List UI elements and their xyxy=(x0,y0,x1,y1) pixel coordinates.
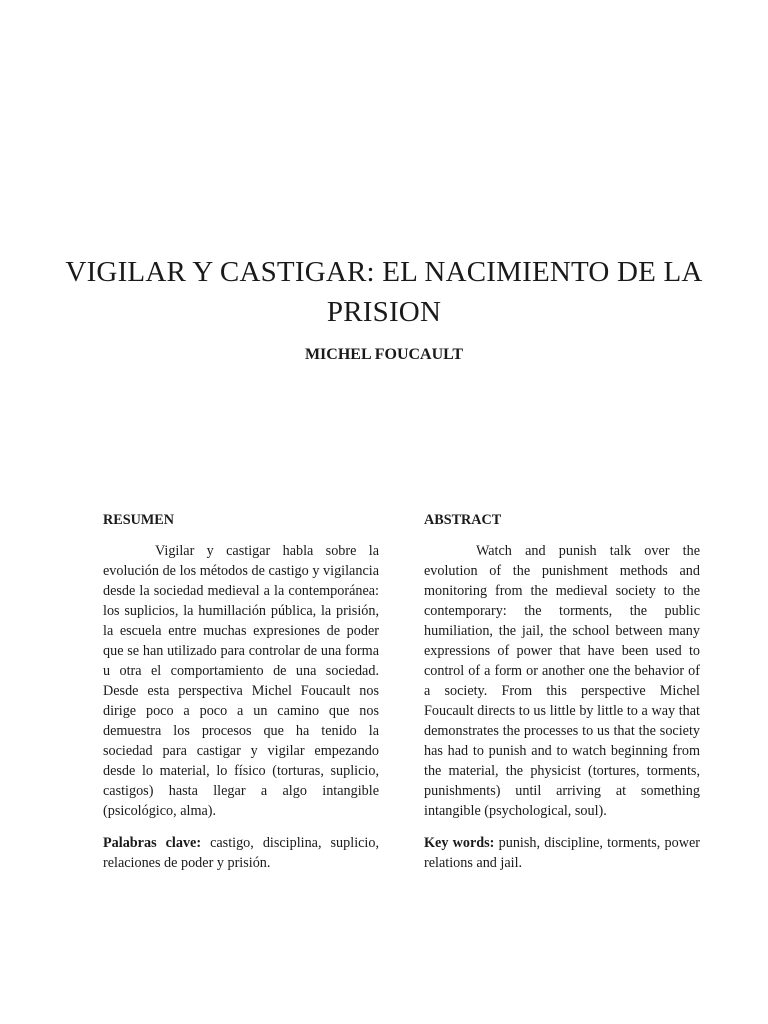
abstract-keywords-text: punish, discipline, torments, power relations and jail. xyxy=(424,835,701,871)
abstract-keywords-label: Key words: xyxy=(424,835,495,851)
resumen-keywords xyxy=(103,833,379,873)
resumen-keywords-text: castigo, disciplina, suplicio, relaciones de poder y prisión. xyxy=(103,835,380,871)
abstract-body: Watch and punish talk over the evolution of the punishment methods and monitoring from the medieval society to the contemporary: the torments, the public humiliation, the jail, the school between many expressions of power that have been used to control of a form or another one the behavior of a society. From this perspective Michel Foucault directs to us little by little to a way that demonstrates the processes to us that the society has had to punish and to watch beginning from the material, the physicist (tortures, torments, punishments) until arriving at something intangible (psychological, soul). xyxy=(424,543,700,819)
resumen-body: Vigilar y castigar habla sobre la evolución de los métodos de castigo y vigilancia desde la sociedad medieval a la contemporánea: los suplicios, la humillación pública, la prisión, la escuela entre muchas expresiones de poder que se han utilizado para controlar de una forma u otra el comportamiento de una sociedad. Desde esta perspectiva Michel Foucault nos dirige poco a poco a un camino que nos demuestra los procesos que ha tenido la sociedad para castigar y vigilar empezando desde lo material, lo físico (torturas, suplicio, castigos) hasta llegar a algo intangible (psicológico, alma). xyxy=(103,543,379,819)
resumen-keywords-label: Palabras clave: xyxy=(103,835,202,851)
author-name: MICHEL FOUCAULT xyxy=(304,346,464,363)
abstract-keywords xyxy=(424,833,700,873)
abstract-section xyxy=(424,510,700,873)
resumen-section xyxy=(103,510,379,873)
abstract-heading: ABSTRACT xyxy=(424,512,502,528)
page-title: VIGILAR Y CASTIGAR: EL NACIMIENTO DE LA PRISION xyxy=(65,256,703,328)
resumen-heading: RESUMEN xyxy=(103,512,174,528)
